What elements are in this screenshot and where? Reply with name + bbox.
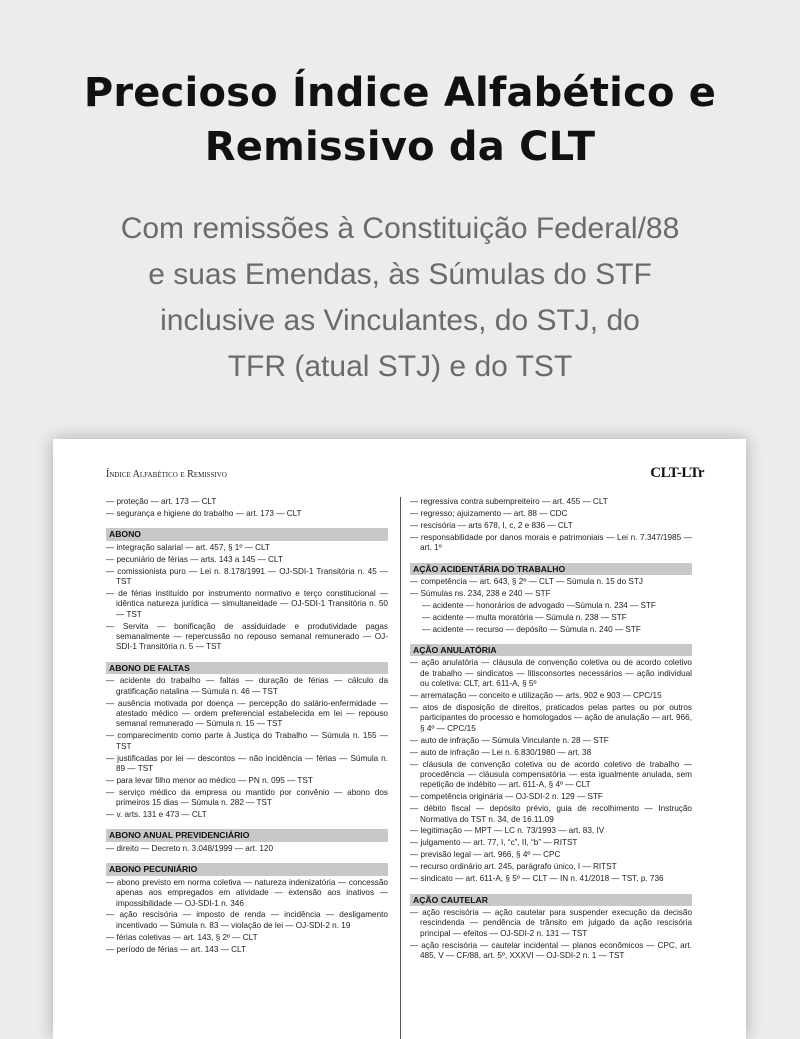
index-section-title: ABONO	[106, 528, 388, 540]
index-page-preview	[53, 439, 746, 1039]
page-headline	[0, 66, 800, 174]
index-entry: — competência — art. 643, § 2º — CLT — Súmula n. 15 do STJ	[410, 576, 643, 586]
publisher-logo: CLT-LTr	[650, 465, 704, 481]
index-section	[410, 894, 692, 962]
index-entry: — v. arts. 131 e 473 — CLT	[106, 810, 207, 820]
index-entry: — de férias instituído por instrumento normativo e terço constitucional — idêntica natureza jurídica — simultaneidade — OJ-SDI-1 Transitória n. 50 — TST	[106, 588, 388, 619]
subheadline-line-4: TFR (atual STJ) e do TST	[227, 350, 573, 383]
index-entry: — regressiva contra subempreiteiro — art. 455 — CLT	[410, 497, 608, 506]
running-title: Índice Alfabético e Remissivo	[106, 469, 227, 480]
index-entry: — acidente do trabalho — faltas — duração de férias — cálculo da gratificação natalina — Súmula n. 46 — TST	[106, 676, 388, 696]
index-entry: — regresso; ajuizamento — art. 88 — CDC	[410, 508, 568, 518]
index-entry: — comparecimento como parte à Justiça do Trabalho — Súmula n. 155 — TST	[106, 731, 388, 751]
index-section-title: ABONO PECUNIÁRIO	[106, 863, 388, 875]
index-section-title: AÇÃO CAUTELAR	[410, 894, 692, 906]
index-section	[106, 863, 388, 955]
index-entry: — responsabilidade por danos morais e patrimoniais — Lei n. 7.347/1985 — art. 1º	[410, 532, 692, 553]
index-entry: — para levar filho menor ao médico — PN n. 095 — TST	[106, 775, 313, 785]
index-entry: — serviço médico da empresa ou mantido por convênio — abono dos primeiros 15 dias — Súmula n. 282 — TST	[106, 787, 388, 808]
index-left-column	[106, 497, 388, 957]
index-entry: — justificadas por lei — descontos — não incidência — férias — Súmula n. 89 — TST	[106, 753, 388, 773]
index-entry: — acidente — recurso — depósito — Súmula n. 240 — STF	[422, 624, 641, 634]
index-entry: — acidente — multa moratória — Súmula n. 238 — STF	[422, 612, 627, 622]
index-section	[106, 528, 388, 652]
index-entry: — ausência motivada por doença — percepção do salário-enfermidade — atestado médico — ordem preferencial estabelecida em lei — repouso semanal remunerado — Súmula n. 15 — TST	[106, 698, 388, 729]
index-section	[410, 497, 692, 554]
index-entry: — proteção — art. 173 — CLT	[106, 497, 217, 506]
index-entry: — previsão legal — art. 966, § 4º — CPC	[410, 850, 561, 860]
headline-line-2: Remissivo da CLT	[204, 124, 596, 170]
subheadline-line-2: e suas Emendas, às Súmulas do STF	[148, 258, 652, 291]
index-section	[106, 662, 388, 821]
index-entry: — pecuniário de férias — arts. 143 a 145 — CLT	[106, 554, 283, 564]
index-entry: — direito — Decreto n. 3.048/1999 — art. 120	[106, 843, 274, 853]
index-section	[410, 563, 692, 635]
index-entry: — cláusula de convenção coletiva ou de acordo coletivo de trabalho — procedência — cláusula compensatória — esta igualmente anulada, sem repetição de indébito — art. 611-A, § 4º — CLT	[410, 759, 692, 790]
subheadline-line-3: inclusive as Vinculantes, do STJ, do	[160, 304, 640, 337]
index-entry: — comissionista puro — Lei n. 8.178/1991 — OJ-SDI-1 Transitória n. 45 — TST	[106, 566, 388, 586]
subheadline-line-1: Com remissões à Constituição Federal/88	[120, 212, 680, 245]
index-section-title: AÇÃO ACIDENTÁRIA DO TRABALHO	[410, 563, 692, 575]
index-entry: — auto de infração — Súmula Vinculante n. 28 — STF	[410, 735, 609, 745]
sheet-header	[106, 465, 704, 485]
index-section-title: ABONO DE FALTAS	[106, 662, 388, 674]
index-entry: — período de férias — art. 143 — CLT	[106, 944, 247, 954]
index-entry: — rescisória — arts 678, I, c, 2 e 836 — CLT	[410, 520, 573, 530]
index-right-column	[410, 497, 692, 963]
index-section	[106, 497, 388, 519]
column-divider	[400, 497, 401, 1039]
index-entry: — ação rescisória — imposto de renda — incidência — desligamento incentivado — Súmula n. 83 — violação de lei — OJ-SDI-2 n. 19	[106, 910, 388, 930]
index-section-title: AÇÃO ANULATÓRIA	[410, 644, 692, 656]
index-section	[106, 829, 388, 854]
index-entry: — Servita — bonificação de assiduidade e produtividade pagas semanalmente — repercussão no repouso semanal remunerado — OJ-SDI-1 Transitória n. 5 — TST	[106, 621, 388, 652]
index-entry: — ação rescisória — cautelar incidental — planos econômicos — CPC, art. 485, V — CF/88, art. 5º, XXXVI — OJ-SDI-2 n. 1 — TST	[410, 940, 692, 961]
index-section-title: ABONO ANUAL PREVIDENCIÁRIO	[106, 829, 388, 841]
index-entry: — competência originária — OJ-SDI-2 n. 129 — STF	[410, 792, 603, 802]
index-entry: — sindicato — art. 611-A, § 5º — CLT — IN n. 41/2018 — TST, p. 736	[410, 874, 664, 884]
index-entry: — atos de disposição de direitos, praticados pelas partes ou por outros participantes do processo e homologados — ação de anulação — art. 966, § 4º — CPC/15	[410, 703, 692, 733]
index-entry: — auto de infração — Lei n. 6.830/1980 — art. 38	[410, 747, 592, 757]
index-entry: — julgamento — art. 77, I, “c”, II, “b” — RITST	[410, 838, 578, 848]
index-section	[410, 644, 692, 885]
index-entry: — Súmulas ns. 234, 238 e 240 — STF	[410, 588, 551, 598]
index-entry: — recurso ordinário art. 245, parágrafo único, I — RITST	[410, 862, 617, 872]
index-entry: — acidente — honorários de advogado —Súmula n. 234 — STF	[422, 600, 656, 610]
index-entry: — segurança e higiene do trabalho — art. 173 — CLT	[106, 508, 302, 518]
index-entry: — férias coletivas — art. 143, § 2º — CLT	[106, 932, 258, 942]
index-entry: — arrematação — conceito e utilização — arts. 902 e 903 — CPC/15	[410, 691, 662, 701]
index-entry: — integração salarial — art. 457, § 1º — CLT	[106, 542, 270, 552]
index-entry: — abono previsto em norma coletiva — natureza indenizatória — concessão apenas aos empregados em atividade — extensão aos inativos — impossibilidade — OJ-SDI-1 n. 346	[106, 877, 388, 908]
index-entry: — ação rescisória — ação cautelar para suspender execução da decisão rescindenda — pendência de trânsito em julgado da ação rescisória principal — efeitos — OJ-SDI-2 n. 131 — TST	[410, 907, 692, 938]
headline-line-1: Precioso Índice Alfabético e	[83, 70, 717, 116]
index-entry: — ação anulatória — cláusula de convenção coletiva ou de acordo coletivo de trabalho — sindicatos — litisconsortes necessários — ação individual ou coletiva: CLT, art. 611-A, § 5º	[410, 658, 692, 689]
page-subheadline	[60, 206, 740, 390]
index-entry: — legitimação — MPT — LC n. 73/1993 — art. 83, IV	[410, 826, 605, 836]
index-entry: — débito fiscal — depósito prévio, guia de recolhimento — Instrução Normativa do TST n. 34, de 16.11.09	[410, 804, 692, 824]
